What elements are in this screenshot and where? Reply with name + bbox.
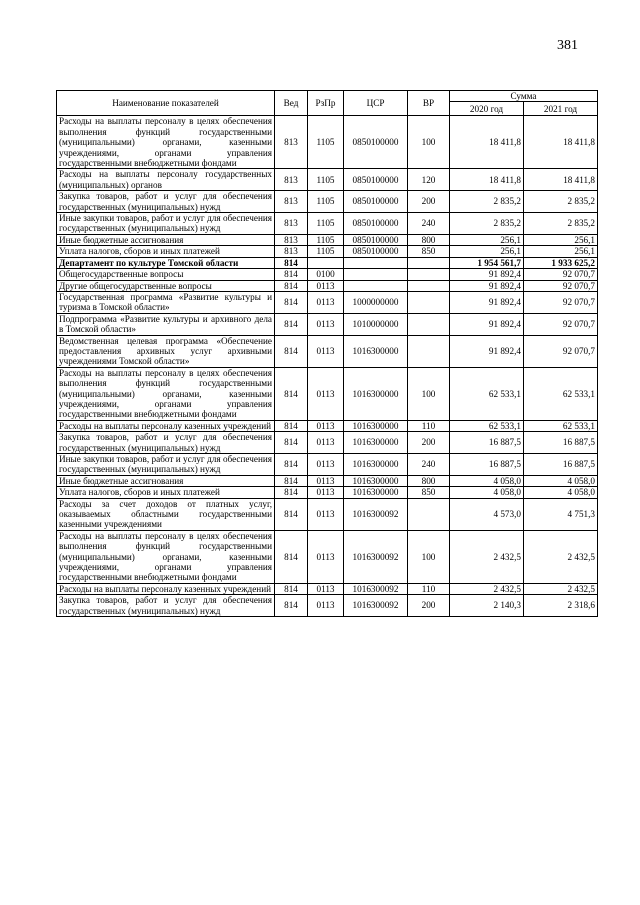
cell-y2020: 256,1 (450, 234, 524, 245)
cell-rzpr: 1105 (308, 169, 344, 191)
cell-ved: 813 (275, 246, 308, 257)
cell-vr: 200 (408, 191, 450, 213)
cell-name: Другие общегосударственные вопросы (57, 280, 275, 291)
cell-csr: 1016300000 (344, 487, 408, 498)
cell-csr: 1016300092 (344, 595, 408, 617)
cell-vr: 100 (408, 530, 450, 583)
cell-vr (408, 280, 450, 291)
table-body (57, 116, 598, 617)
cell-y2020: 4 058,0 (450, 475, 524, 486)
page-number: 381 (557, 38, 578, 53)
budget-table (56, 90, 598, 617)
cell-vr: 240 (408, 454, 450, 476)
table-row (57, 335, 598, 367)
cell-y2020: 2 432,5 (450, 583, 524, 594)
cell-csr: 0850100000 (344, 116, 408, 169)
cell-name: Иные бюджетные ассигнования (57, 234, 275, 245)
cell-y2021: 18 411,8 (524, 169, 598, 191)
cell-y2020: 91 892,4 (450, 335, 524, 367)
cell-y2021: 16 887,5 (524, 454, 598, 476)
cell-name: Иные закупки товаров, работ и услуг для обеспечения государственных (муниципальных) нужд (57, 213, 275, 235)
cell-vr (408, 498, 450, 530)
cell-csr: 0850100000 (344, 213, 408, 235)
cell-y2020: 62 533,1 (450, 367, 524, 420)
cell-name: Расходы на выплаты персоналу казенных учреждений (57, 420, 275, 431)
cell-y2020: 2 835,2 (450, 191, 524, 213)
cell-vr (408, 269, 450, 280)
cell-ved: 813 (275, 116, 308, 169)
cell-name: Департамент по культуре Томской области (57, 257, 275, 268)
cell-csr: 0850100000 (344, 191, 408, 213)
cell-y2020: 62 533,1 (450, 420, 524, 431)
cell-csr (344, 257, 408, 268)
cell-name: Расходы за счет доходов от платных услуг, оказываемых областными государственными казенными учреждениями (57, 498, 275, 530)
table-row (57, 246, 598, 257)
cell-y2021: 92 070,7 (524, 291, 598, 313)
cell-y2020: 4 573,0 (450, 498, 524, 530)
cell-csr: 1016300000 (344, 367, 408, 420)
cell-y2021: 1 933 625,2 (524, 257, 598, 268)
cell-name: Закупка товаров, работ и услуг для обеспечения государственных (муниципальных) нужд (57, 432, 275, 454)
cell-y2021: 2 432,5 (524, 583, 598, 594)
cell-vr: 850 (408, 246, 450, 257)
cell-y2020: 18 411,8 (450, 169, 524, 191)
cell-ved: 814 (275, 313, 308, 335)
cell-ved: 814 (275, 280, 308, 291)
table-row (57, 169, 598, 191)
table-row (57, 280, 598, 291)
cell-y2020: 91 892,4 (450, 291, 524, 313)
cell-rzpr (308, 257, 344, 268)
cell-y2020: 16 887,5 (450, 454, 524, 476)
table-row (57, 498, 598, 530)
cell-csr: 1010000000 (344, 313, 408, 335)
cell-name: Закупка товаров, работ и услуг для обеспечения государственных (муниципальных) нужд (57, 191, 275, 213)
table-row (57, 583, 598, 594)
table-row (57, 234, 598, 245)
cell-rzpr: 0113 (308, 530, 344, 583)
table-row (57, 420, 598, 431)
cell-rzpr: 0113 (308, 432, 344, 454)
cell-ved: 814 (275, 475, 308, 486)
cell-ved: 814 (275, 291, 308, 313)
cell-name: Расходы на выплаты персоналу в целях обеспечения выполнения функций государственными (муниципальными) органами, казенными учреждениями, органами управления государственными внебюджетными фондами (57, 367, 275, 420)
cell-vr: 100 (408, 116, 450, 169)
cell-y2020: 256,1 (450, 246, 524, 257)
cell-vr: 850 (408, 487, 450, 498)
cell-ved: 814 (275, 269, 308, 280)
cell-y2020: 1 954 561,7 (450, 257, 524, 268)
table-row (57, 213, 598, 235)
cell-y2021: 62 533,1 (524, 420, 598, 431)
cell-y2020: 2 835,2 (450, 213, 524, 235)
cell-rzpr: 0100 (308, 269, 344, 280)
cell-y2021: 92 070,7 (524, 335, 598, 367)
cell-vr (408, 291, 450, 313)
cell-y2020: 2 432,5 (450, 530, 524, 583)
cell-ved: 814 (275, 257, 308, 268)
cell-vr: 800 (408, 475, 450, 486)
cell-vr: 200 (408, 432, 450, 454)
cell-vr: 100 (408, 367, 450, 420)
cell-y2020: 91 892,4 (450, 280, 524, 291)
cell-ved: 814 (275, 583, 308, 594)
header-rzpr: РзПр (308, 91, 344, 116)
cell-rzpr: 0113 (308, 420, 344, 431)
cell-rzpr: 0113 (308, 498, 344, 530)
cell-y2021: 2 318,6 (524, 595, 598, 617)
cell-csr: 1016300000 (344, 454, 408, 476)
cell-ved: 814 (275, 367, 308, 420)
cell-name: Ведомственная целевая программа «Обеспечение предоставления архивных услуг архивными учреждениями Томской области» (57, 335, 275, 367)
cell-csr: 1000000000 (344, 291, 408, 313)
header-vr: ВР (408, 91, 450, 116)
cell-vr: 120 (408, 169, 450, 191)
cell-name: Уплата налогов, сборов и иных платежей (57, 487, 275, 498)
cell-rzpr: 0113 (308, 335, 344, 367)
cell-y2021: 2 835,2 (524, 191, 598, 213)
cell-rzpr: 0113 (308, 487, 344, 498)
cell-name: Подпрограмма «Развитие культуры и архивного дела в Томской области» (57, 313, 275, 335)
cell-rzpr: 1105 (308, 246, 344, 257)
header-2020: 2020 год (450, 102, 524, 116)
cell-y2021: 2 835,2 (524, 213, 598, 235)
cell-y2020: 91 892,4 (450, 313, 524, 335)
cell-vr (408, 335, 450, 367)
cell-name: Закупка товаров, работ и услуг для обеспечения государственных (муниципальных) нужд (57, 595, 275, 617)
table-row (57, 367, 598, 420)
cell-y2021: 256,1 (524, 246, 598, 257)
cell-ved: 814 (275, 420, 308, 431)
cell-y2020: 2 140,3 (450, 595, 524, 617)
table-row (57, 454, 598, 476)
table-row (57, 257, 598, 268)
cell-y2020: 16 887,5 (450, 432, 524, 454)
table-row (57, 291, 598, 313)
cell-vr: 800 (408, 234, 450, 245)
table-row (57, 595, 598, 617)
cell-y2021: 2 432,5 (524, 530, 598, 583)
cell-vr: 110 (408, 420, 450, 431)
cell-rzpr: 0113 (308, 291, 344, 313)
cell-ved: 814 (275, 432, 308, 454)
header-ved: Вед (275, 91, 308, 116)
cell-y2021: 18 411,8 (524, 116, 598, 169)
cell-csr: 0850100000 (344, 246, 408, 257)
cell-ved: 814 (275, 530, 308, 583)
cell-csr: 1016300000 (344, 420, 408, 431)
header-2021: 2021 год (524, 102, 598, 116)
cell-vr (408, 313, 450, 335)
cell-y2021: 4 058,0 (524, 487, 598, 498)
cell-csr: 1016300000 (344, 335, 408, 367)
cell-csr: 1016300092 (344, 498, 408, 530)
cell-csr: 1016300000 (344, 432, 408, 454)
cell-name: Общегосударственные вопросы (57, 269, 275, 280)
cell-ved: 814 (275, 454, 308, 476)
cell-rzpr: 0113 (308, 583, 344, 594)
table-row (57, 313, 598, 335)
cell-rzpr: 0113 (308, 475, 344, 486)
cell-y2021: 92 070,7 (524, 313, 598, 335)
header-csr: ЦСР (344, 91, 408, 116)
cell-vr (408, 257, 450, 268)
table-row (57, 530, 598, 583)
cell-rzpr: 0113 (308, 280, 344, 291)
cell-csr: 0850100000 (344, 169, 408, 191)
cell-csr: 1016300000 (344, 475, 408, 486)
cell-rzpr: 0113 (308, 367, 344, 420)
cell-y2021: 92 070,7 (524, 280, 598, 291)
cell-name: Расходы на выплаты персоналу в целях обеспечения выполнения функций государственными (муниципальными) органами, казенными учреждениями, органами управления государственными внебюджетными фондами (57, 116, 275, 169)
cell-rzpr: 0113 (308, 595, 344, 617)
cell-name: Расходы на выплаты персоналу в целях обеспечения выполнения функций государственными (муниципальными) органами, казенными учреждениями, органами управления государственными внебюджетными фондами (57, 530, 275, 583)
cell-csr: 1016300092 (344, 530, 408, 583)
header-sum: Сумма (450, 91, 598, 102)
table-row (57, 432, 598, 454)
cell-y2020: 91 892,4 (450, 269, 524, 280)
cell-vr: 200 (408, 595, 450, 617)
cell-y2021: 16 887,5 (524, 432, 598, 454)
table-row (57, 487, 598, 498)
cell-csr: 1016300092 (344, 583, 408, 594)
cell-y2021: 4 058,0 (524, 475, 598, 486)
cell-name: Уплата налогов, сборов и иных платежей (57, 246, 275, 257)
table-row (57, 116, 598, 169)
cell-rzpr: 1105 (308, 116, 344, 169)
cell-y2020: 18 411,8 (450, 116, 524, 169)
cell-name: Иные закупки товаров, работ и услуг для обеспечения государственных (муниципальных) нужд (57, 454, 275, 476)
cell-ved: 814 (275, 335, 308, 367)
cell-y2020: 4 058,0 (450, 487, 524, 498)
cell-ved: 813 (275, 234, 308, 245)
table-row (57, 475, 598, 486)
cell-ved: 814 (275, 487, 308, 498)
header-name: Наименование показателей (57, 91, 275, 116)
cell-y2021: 4 751,3 (524, 498, 598, 530)
cell-rzpr: 1105 (308, 234, 344, 245)
cell-name: Расходы на выплаты персоналу государственных (муниципальных) органов (57, 169, 275, 191)
cell-rzpr: 0113 (308, 313, 344, 335)
cell-csr: 0850100000 (344, 234, 408, 245)
cell-csr (344, 280, 408, 291)
table-row (57, 269, 598, 280)
cell-name: Иные бюджетные ассигнования (57, 475, 275, 486)
cell-ved: 814 (275, 595, 308, 617)
table-row (57, 191, 598, 213)
cell-vr: 240 (408, 213, 450, 235)
cell-csr (344, 269, 408, 280)
cell-name: Расходы на выплаты персоналу казенных учреждений (57, 583, 275, 594)
cell-ved: 813 (275, 213, 308, 235)
cell-ved: 813 (275, 169, 308, 191)
cell-ved: 813 (275, 191, 308, 213)
cell-rzpr: 1105 (308, 191, 344, 213)
cell-vr: 110 (408, 583, 450, 594)
cell-rzpr: 0113 (308, 454, 344, 476)
cell-name: Государственная программа «Развитие культуры и туризма в Томской области» (57, 291, 275, 313)
cell-y2021: 92 070,7 (524, 269, 598, 280)
cell-ved: 814 (275, 498, 308, 530)
cell-y2021: 256,1 (524, 234, 598, 245)
cell-rzpr: 1105 (308, 213, 344, 235)
cell-y2021: 62 533,1 (524, 367, 598, 420)
